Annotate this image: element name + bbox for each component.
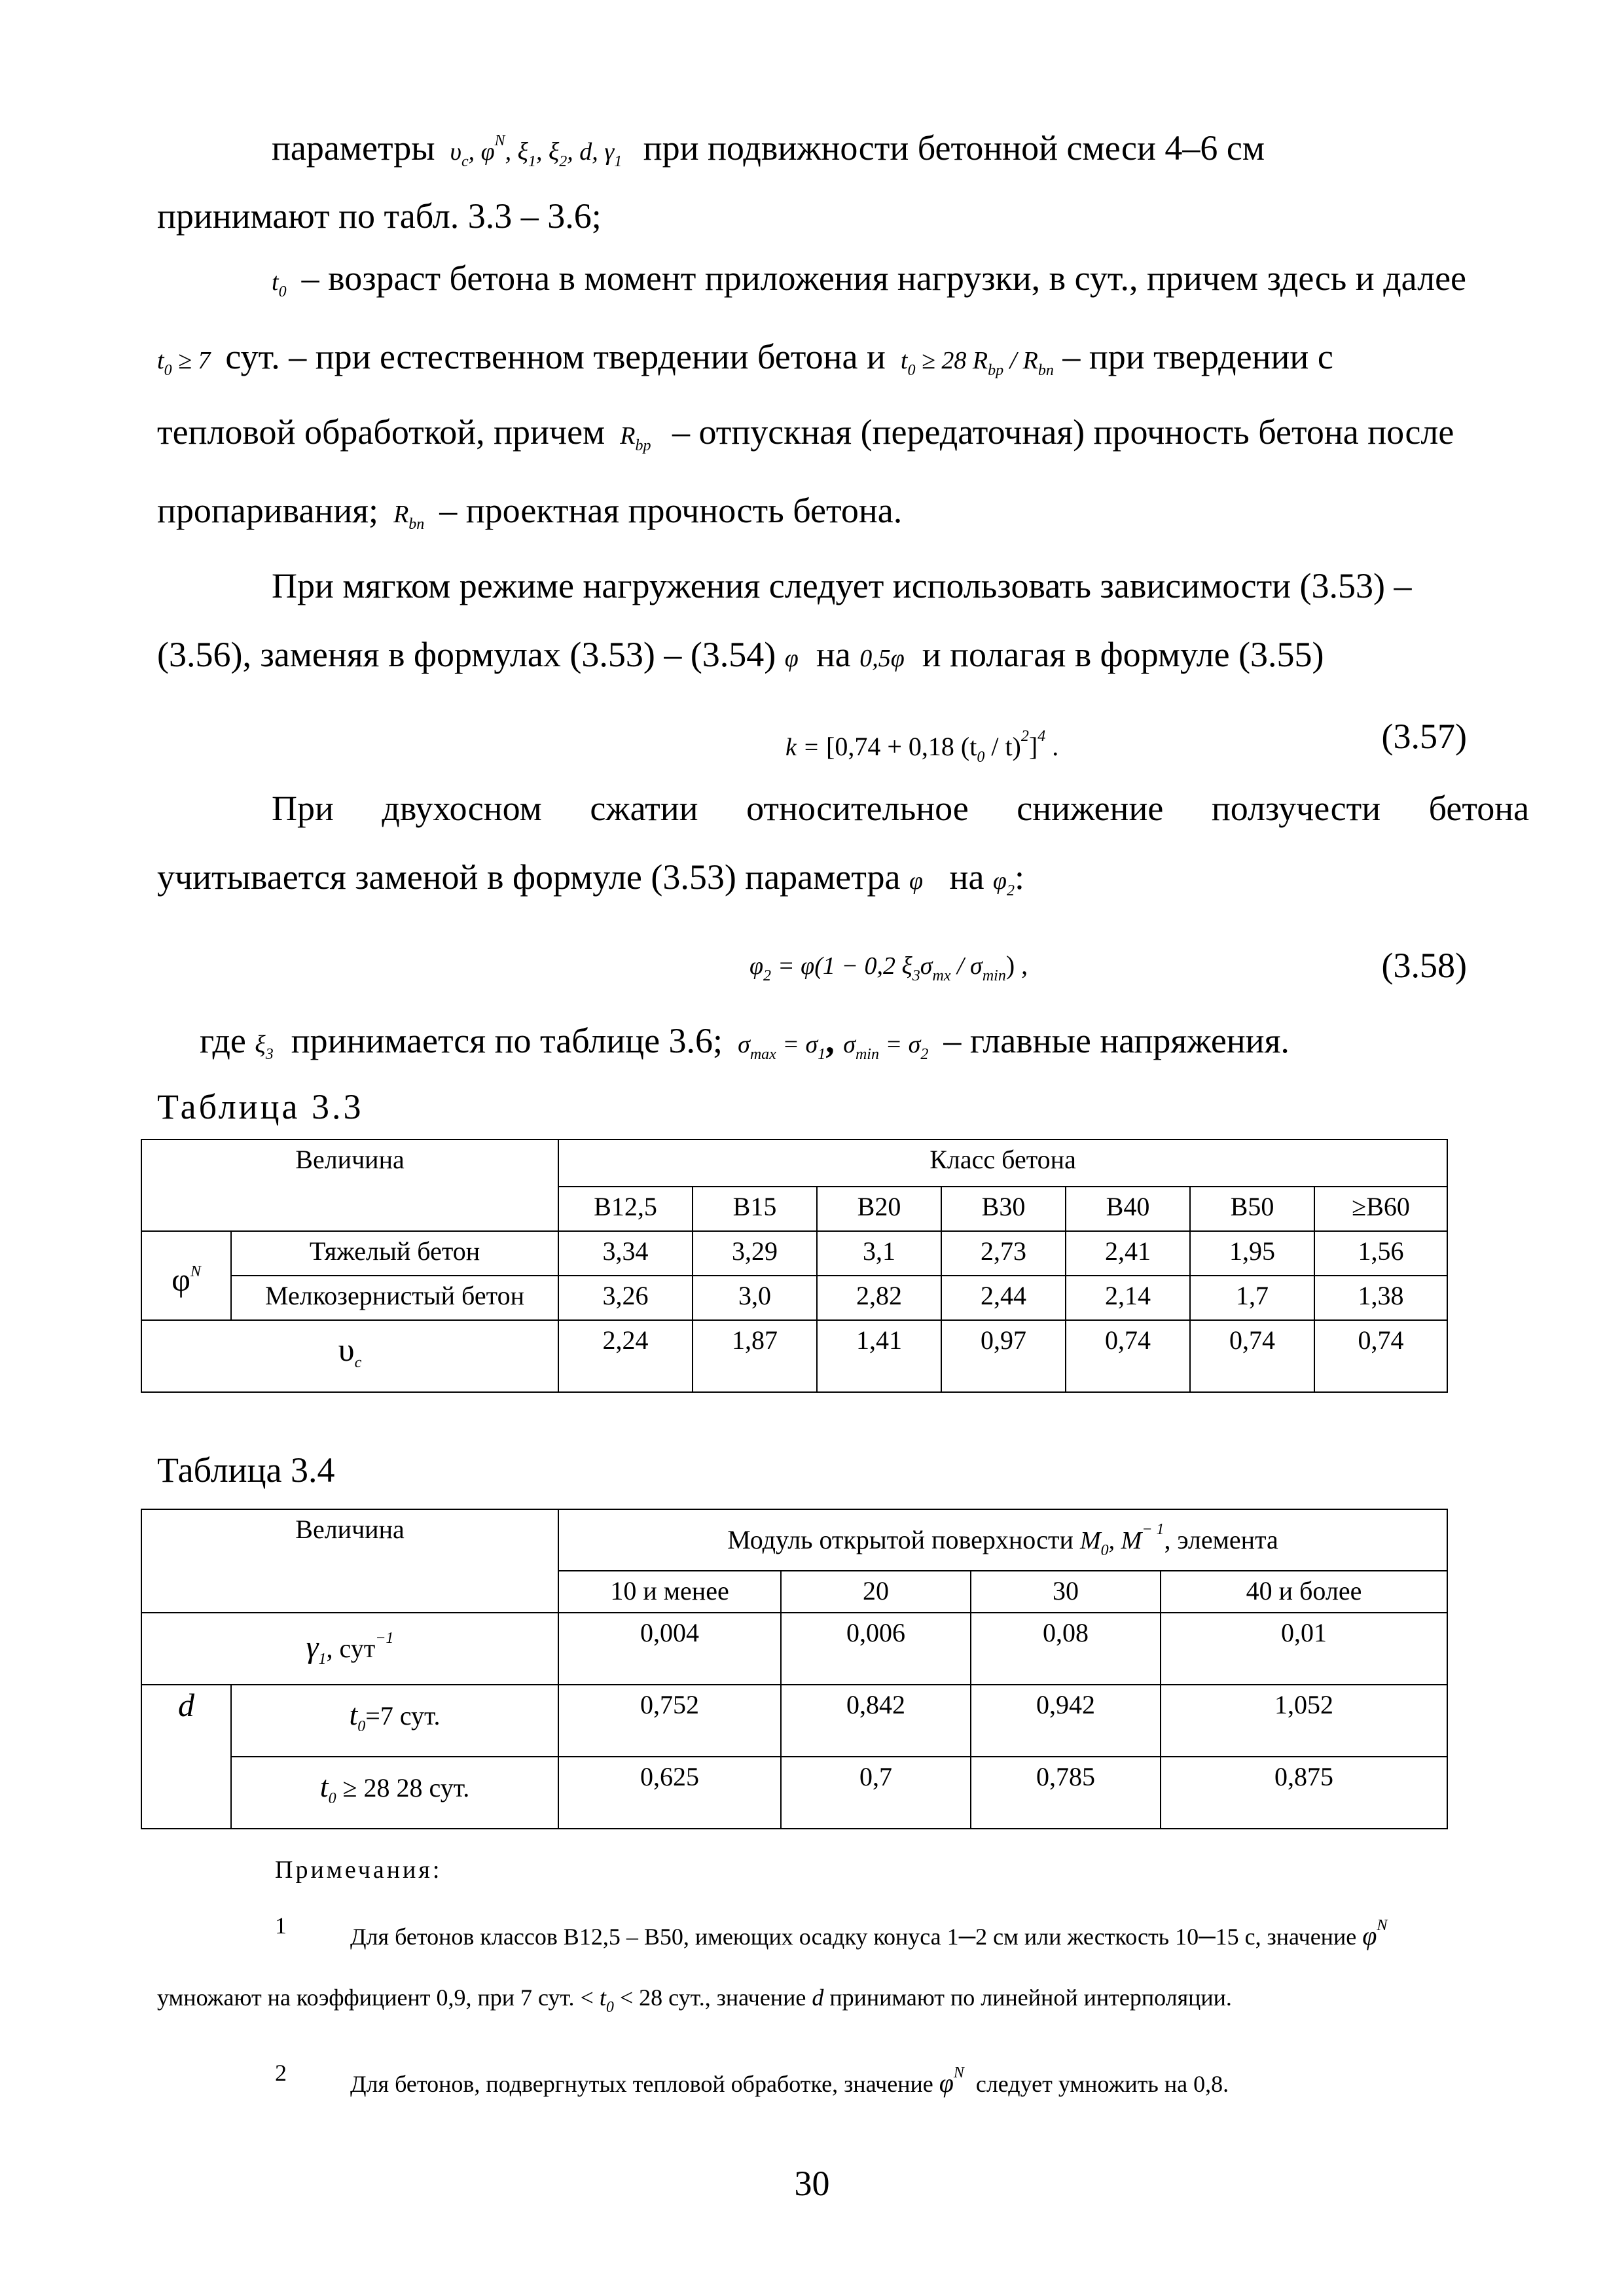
text: пропаривания; <box>157 491 379 530</box>
cell: 1,052 <box>1161 1685 1447 1757</box>
cell: 2,44 <box>941 1276 1066 1320</box>
class-cell: ≥В60 <box>1314 1187 1447 1231</box>
paragraph-soft-mode-line2 <box>157 635 1466 678</box>
d-label: d <box>141 1685 231 1829</box>
cell: 3,34 <box>558 1231 693 1276</box>
text: принимается по таблице 3.6; <box>291 1021 723 1060</box>
eq-lhs: k = <box>785 734 820 761</box>
cell: 0,004 <box>558 1613 781 1685</box>
note-1-number: 1 <box>275 1912 287 1939</box>
paragraph-t0-line2 <box>157 337 1466 390</box>
table-row <box>141 1231 1447 1276</box>
cell: 0,97 <box>941 1320 1066 1392</box>
equation-3-57: k = [0,74 + 0,18 $(t_0 / t)^2]^4$ . <box>785 728 1059 766</box>
cell: 2,82 <box>817 1276 941 1320</box>
eq-body: = φ(1 − 0,2 ξ <box>778 952 912 980</box>
cell: 3,1 <box>817 1231 941 1276</box>
class-cell: В30 <box>941 1187 1066 1231</box>
group-cell: 20 <box>781 1571 971 1613</box>
text: сут. – при естественном твердении бетона и <box>225 337 886 376</box>
text: (3.56), заменяя в формулах (3.53) – (3.54) <box>157 635 776 674</box>
text: – главные напряжения. <box>943 1021 1290 1060</box>
text: – при твердении с <box>1062 337 1333 376</box>
eq-close: ] <box>1028 732 1038 761</box>
equation-3-58: $\varphi_2 = \varphi(1 - 0,2$ $\xi_3\sigma_{mx} / \sigma_{min}$) , <box>749 950 1028 984</box>
cell: 0,785 <box>971 1757 1161 1829</box>
cell: 0,842 <box>781 1685 971 1757</box>
eq-lhs: φ <box>749 952 764 980</box>
table-3-4 <box>141 1509 1448 1829</box>
note-1-line2: умножают на коэффициент 0,9, при 7 сут. < $t_0 < 28$ сут., значение d принимают по линейной интерполяции. <box>157 1984 1232 2016</box>
group-cell: 10 и менее <box>558 1571 781 1613</box>
math-xi3: $\xi_3$ <box>255 1031 274 1063</box>
math-t0-geq7: $t_0 \ge 7$ <box>157 347 211 379</box>
header-concrete-class: Класс бетона <box>558 1139 1447 1187</box>
upsilon-c-label: $\upsilon_c$ <box>141 1320 558 1392</box>
math-sigma-min: $\sigma_{min} = \sigma_2$ <box>843 1031 929 1063</box>
text: где <box>200 1021 246 1060</box>
paragraph-biaxial-line2: учитывается заменой в формуле (3.53) параметра φ на $\varphi_2$: <box>157 857 1024 899</box>
cell: 0,942 <box>971 1685 1161 1757</box>
eq-body: [0,74 + 0,18 (t <box>826 732 977 761</box>
paragraph-where: где $\xi_3$ принимается по таблице 3.6; $\sigma_{max} = \sigma_1$, $\sigma_{min} = \sigma_2$ – главные напряжения. <box>200 1021 1290 1063</box>
phi-n-label: $\varphi^N$ <box>141 1231 231 1320</box>
equation-number-3-58: (3.58) <box>1381 946 1467 985</box>
gamma1-label: $\gamma_1$, сут$^{-1}$ <box>141 1613 558 1685</box>
cell: 0,7 <box>781 1757 971 1829</box>
paragraph-params-line2: принимают по табл. 3.3 – 3.6; <box>157 196 602 236</box>
paragraph-t0-line4 <box>157 491 1466 544</box>
text: на <box>816 635 851 674</box>
note-1-line1: Для бетонов классов В12,5 – В50, имеющих осадку конуса 1─2 см или жесткость 10─15 с, значение $\varphi^N$ <box>350 1917 1388 1950</box>
math-Rbn: $R_{bn}$ <box>393 501 425 533</box>
paragraph-t0-line3 <box>157 412 1466 465</box>
cell: 0,74 <box>1066 1320 1190 1392</box>
class-cell: В50 <box>1190 1187 1314 1231</box>
paragraph-biaxial: При двухосном сжатии относительное снижение ползучести бетона <box>272 789 1530 828</box>
eq-sigma: σ <box>920 952 933 980</box>
t0-28-label: $t_0 \ge 28$ 28 сут. <box>231 1757 558 1829</box>
eq-end: . <box>1045 732 1059 761</box>
note-2-line: Для бетонов, подвергнутых тепловой обработке, значение $\varphi^N$ следует умножить на 0,8. <box>350 2064 1229 2098</box>
table-3-4-caption: Таблица 3.4 <box>157 1450 335 1490</box>
math-t0: $t_0$ <box>272 268 287 300</box>
cell: 0,625 <box>558 1757 781 1829</box>
cell: 1,7 <box>1190 1276 1314 1320</box>
text: – проектная прочность бетона. <box>439 491 903 530</box>
class-cell: В20 <box>817 1187 941 1231</box>
cell: 1,87 <box>693 1320 817 1392</box>
eq-slash: / σ <box>950 952 983 980</box>
cell: 2,14 <box>1066 1276 1190 1320</box>
cell: 3,26 <box>558 1276 693 1320</box>
text: и полагая в формуле (3.55) <box>922 635 1324 674</box>
table-row <box>141 1613 1447 1685</box>
cell: 1,95 <box>1190 1231 1314 1276</box>
text: при подвижности бетонной смеси 4–6 см <box>643 128 1265 168</box>
text: учитывается заменой в формуле (3.53) параметра <box>157 857 901 897</box>
note-2-number: 2 <box>275 2060 287 2086</box>
notes-caption: Примечания: <box>275 1856 442 1884</box>
table-row <box>141 1276 1447 1320</box>
text: – отпускная (передаточная) прочность бетона после <box>672 412 1454 452</box>
cell: 0,006 <box>781 1613 971 1685</box>
cell: 1,56 <box>1314 1231 1447 1276</box>
table-3-3-caption: Таблица 3.3 <box>157 1087 364 1126</box>
text: тепловой обработкой, причем <box>157 412 605 452</box>
eq-end: ) , <box>1005 950 1028 980</box>
text: на <box>949 857 984 897</box>
page-number: 30 <box>794 2164 830 2203</box>
cell: 2,73 <box>941 1231 1066 1276</box>
table-row <box>141 1757 1447 1829</box>
cell: 0,752 <box>558 1685 781 1757</box>
row-label-fine: Мелкозернистый бетон <box>231 1276 558 1320</box>
row-label-heavy: Тяжелый бетон <box>231 1231 558 1276</box>
paragraph-t0 <box>272 259 1581 312</box>
math-sigma-relations: $\sigma_{max} = \sigma_1$ <box>738 1031 826 1063</box>
table-row <box>141 1320 1447 1392</box>
class-cell: В12,5 <box>558 1187 693 1231</box>
cell: 2,41 <box>1066 1231 1190 1276</box>
paragraph-params <box>272 121 1581 181</box>
header-modulus: Модуль открытой поверхности $M_0$, $M^{- 1}$, элемента <box>558 1509 1447 1571</box>
text: – возраст бетона в момент приложения нагрузки, в сут., причем здесь и далее <box>301 259 1467 298</box>
cell: 1,41 <box>817 1320 941 1392</box>
header-quantity: Величина <box>141 1509 558 1613</box>
group-cell: 40 и более <box>1161 1571 1447 1613</box>
math-phi: φ <box>909 867 924 895</box>
math-phi2: $\varphi_2$ <box>992 867 1015 899</box>
math-upsilon-c: $\upsilon_c$, $\varphi^N$, $\xi_1$, $\xi_2$, d, $\gamma_1$ <box>450 132 623 170</box>
eq-mid: / t) <box>984 732 1021 761</box>
equation-number-3-57: (3.57) <box>1381 717 1467 756</box>
group-cell: 30 <box>971 1571 1161 1613</box>
class-cell: В40 <box>1066 1187 1190 1231</box>
cell: 0,01 <box>1161 1613 1447 1685</box>
class-cell: В15 <box>693 1187 817 1231</box>
cell: 3,29 <box>693 1231 817 1276</box>
cell: 0,74 <box>1314 1320 1447 1392</box>
text: параметры <box>272 128 435 168</box>
cell: 1,38 <box>1314 1276 1447 1320</box>
paragraph-soft-mode: При мягком режиме нагружения следует использовать зависимости (3.53) – <box>272 566 1412 605</box>
t0-7-label: $t_0=7$ сут. <box>231 1685 558 1757</box>
math-05phi: 0,5φ <box>859 645 905 672</box>
cell: 3,0 <box>693 1276 817 1320</box>
math-phi: φ <box>784 645 799 672</box>
cell: 0,08 <box>971 1613 1161 1685</box>
table-row <box>141 1685 1447 1757</box>
math-t0-geq28: $t_0 \ge 28$ $R_{bp} / R_{bn}$ <box>900 347 1054 379</box>
table-3-3 <box>141 1139 1448 1393</box>
cell: 2,24 <box>558 1320 693 1392</box>
cell: 0,74 <box>1190 1320 1314 1392</box>
cell: 0,875 <box>1161 1757 1447 1829</box>
math-Rbp: $R_{bp}$ <box>620 422 651 454</box>
header-quantity: Величина <box>141 1139 558 1231</box>
